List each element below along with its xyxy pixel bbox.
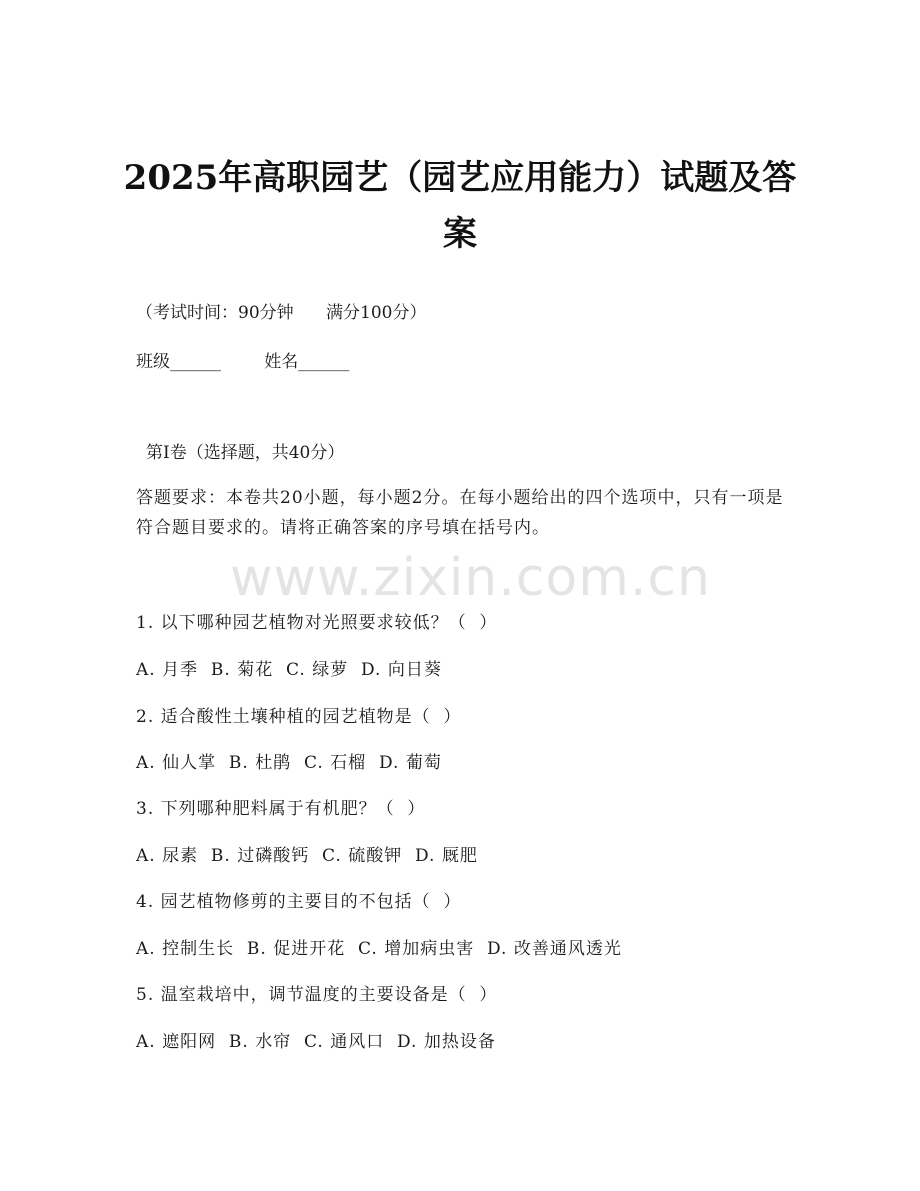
question-options: A. 遮阳网 B. 水帘 C. 通风口 D. 加热设备: [136, 1032, 496, 1052]
question-options: A. 仙人掌 B. 杜鹃 C. 石榴 D. 葡萄: [136, 753, 442, 773]
exam-info: （考试时间：90分钟 满分100分）: [136, 303, 427, 323]
name-fields: 班级______ 姓名______: [136, 352, 350, 372]
instructions: 答题要求：本卷共20小题，每小题2分。在每小题给出的四个选项中，只有一项是符合题目要求的。请将正确答案的序号填在括号内。: [136, 488, 784, 538]
question-stem: 1. 以下哪种园艺植物对光照要求较低？（ ）: [136, 613, 498, 633]
section-heading: 第Ⅰ卷（选择题，共40分）: [146, 443, 345, 463]
question-options: A. 控制生长 B. 促进开花 C. 增加病虫害 D. 改善通风透光: [136, 939, 622, 959]
question-options: A. 月季 B. 菊花 C. 绿萝 D. 向日葵: [136, 660, 442, 680]
question-options: A. 尿素 B. 过磷酸钙 C. 硫酸钾 D. 厩肥: [136, 846, 478, 866]
document-title: 2025年高职园艺（园艺应用能力）试题及答案: [123, 158, 797, 254]
question-stem: 3. 下列哪种肥料属于有机肥？（ ）: [136, 799, 426, 819]
watermark: www.zixin.com.cn: [230, 548, 711, 608]
question-stem: 5. 温室栽培中，调节温度的主要设备是（ ）: [136, 985, 498, 1005]
question-stem: 2. 适合酸性土壤种植的园艺植物是（ ）: [136, 707, 462, 727]
question-stem: 4. 园艺植物修剪的主要目的不包括（ ）: [136, 892, 462, 912]
